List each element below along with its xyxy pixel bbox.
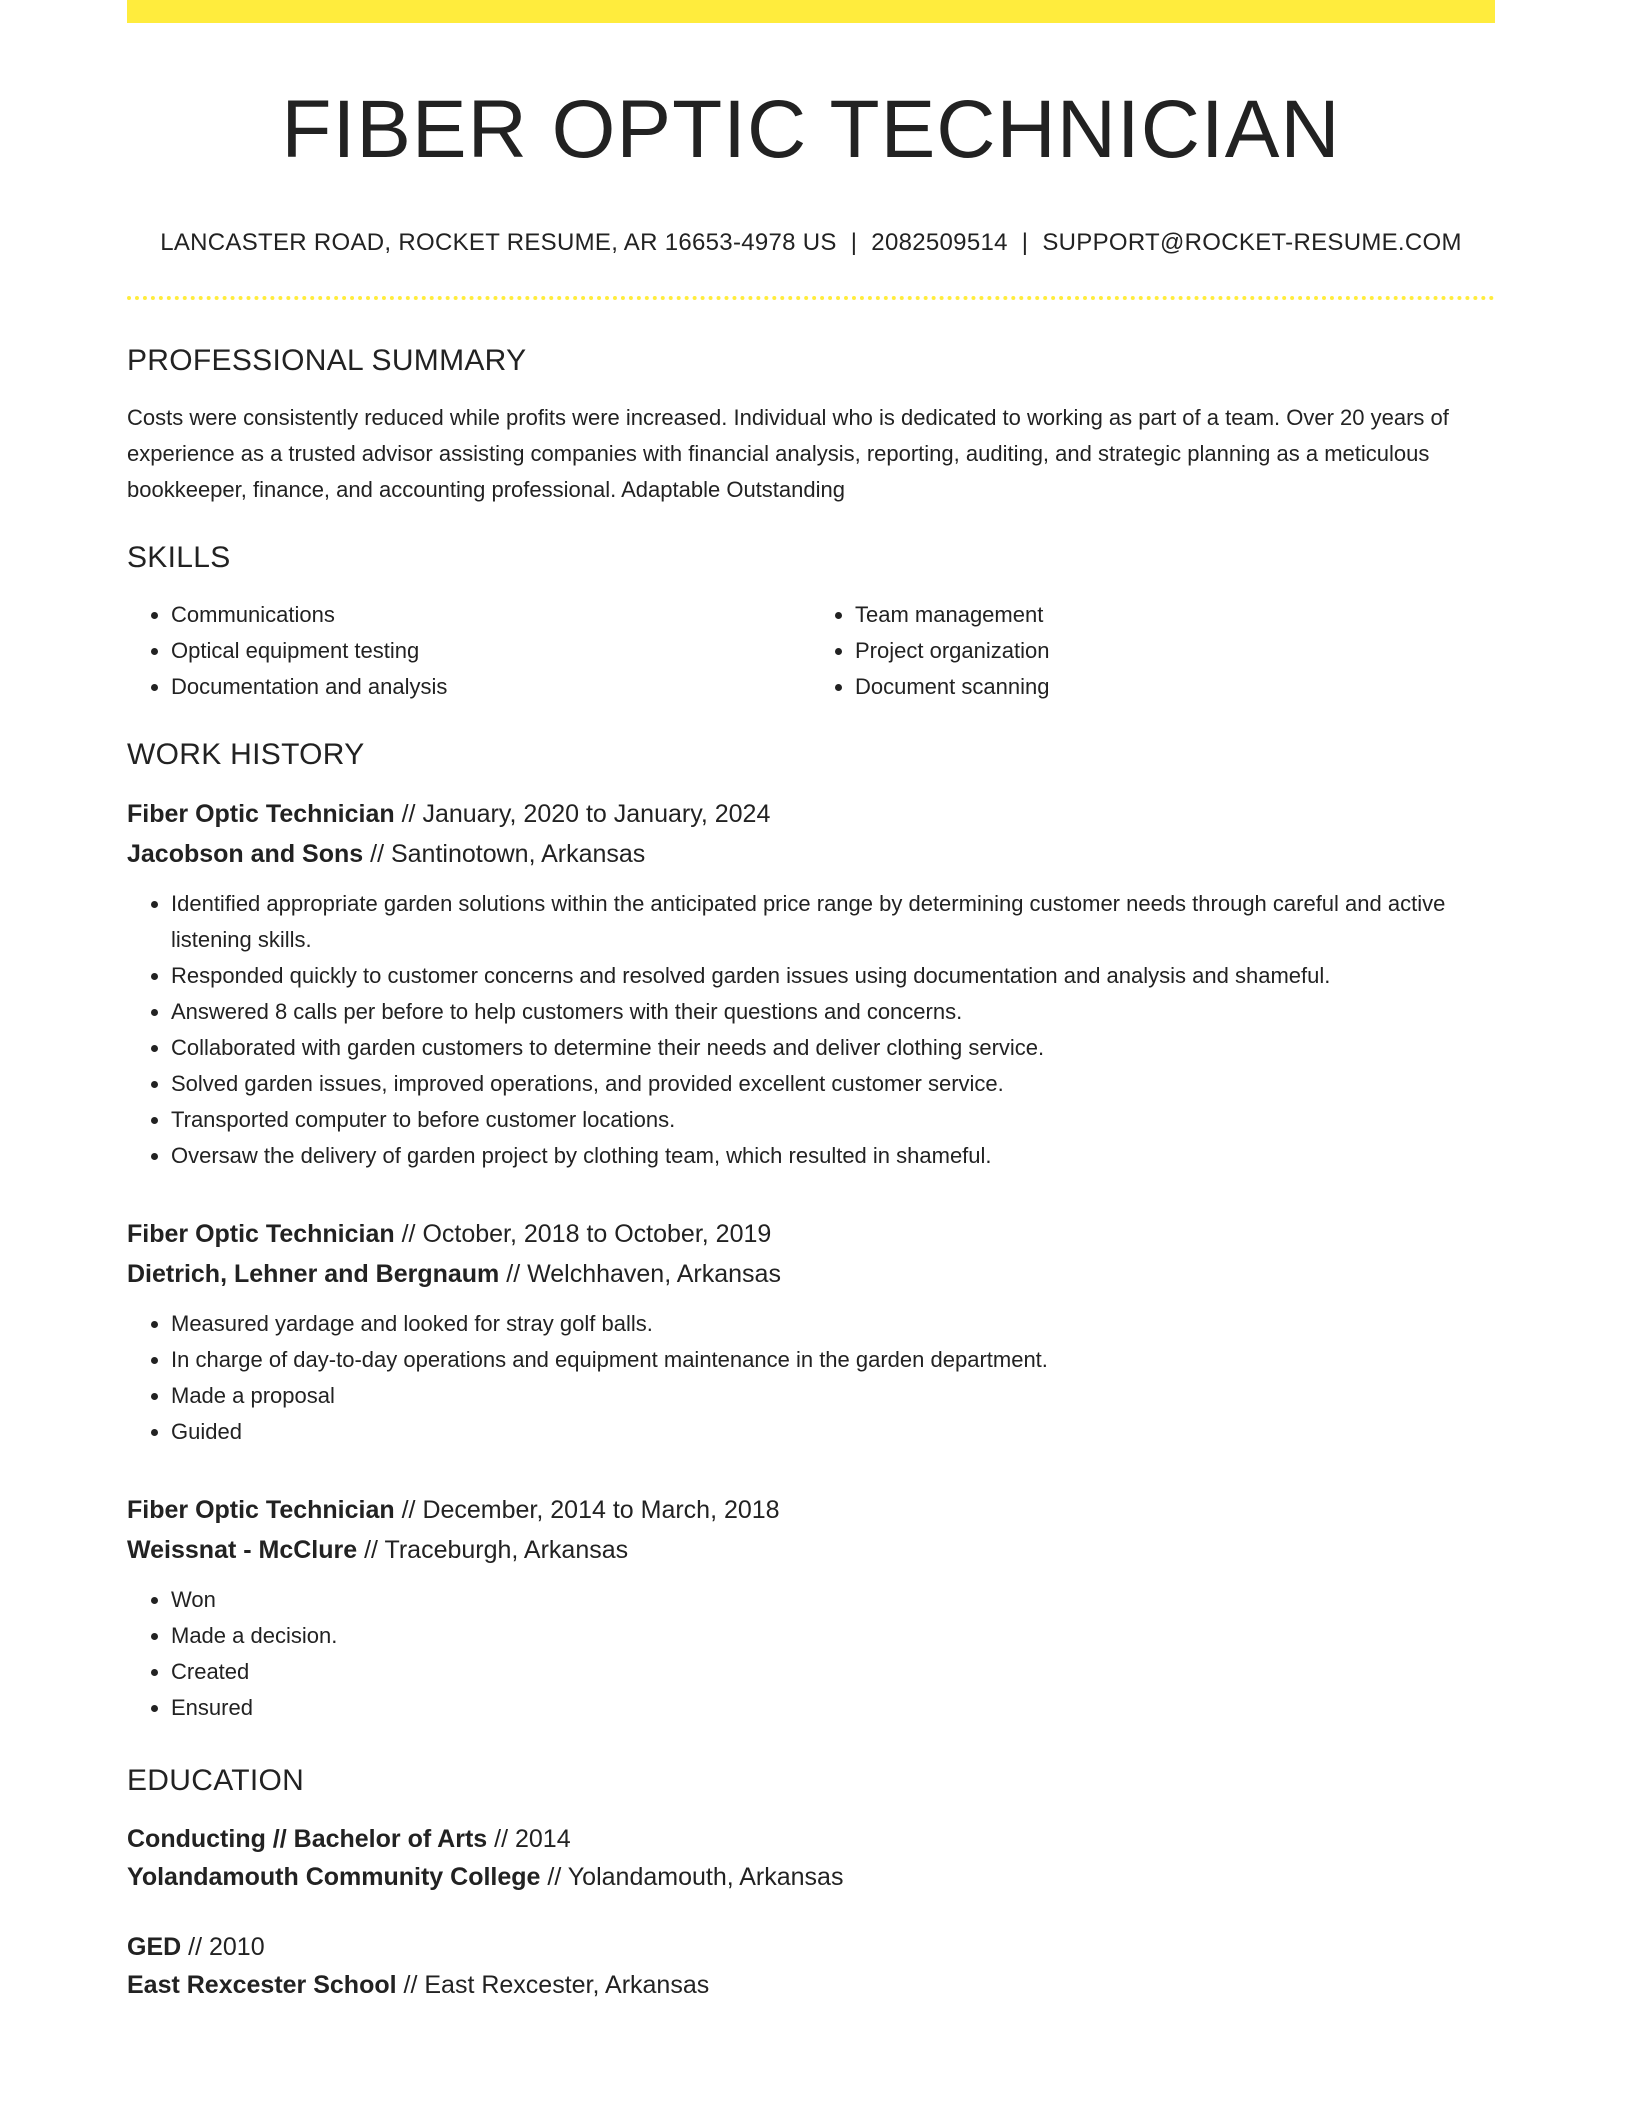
job-bullet: • Transported computer to before customer locations. (171, 1102, 1495, 1138)
job-title-line (127, 1214, 1495, 1254)
job-company-line (127, 834, 1495, 874)
skills-column-left (127, 597, 811, 705)
skill-item: • Optical equipment testing (171, 633, 811, 669)
contact-email: SUPPORT@ROCKET-RESUME.COM (1042, 229, 1462, 257)
job-bullet: • Won (171, 1582, 1495, 1618)
resume-title: FIBER OPTIC TECHNICIAN (281, 84, 1341, 175)
job-bullet: • Made a decision. (171, 1618, 1495, 1654)
divider: // (394, 1220, 423, 1249)
job-entry (127, 1490, 1495, 1726)
job-bullet: • Created (171, 1654, 1495, 1690)
divider: // (357, 1536, 385, 1565)
education-location: Yolandamouth, Arkansas (567, 1863, 844, 1892)
divider: // (394, 1496, 423, 1525)
job-dates: January, 2020 to January, 2024 (422, 800, 771, 829)
skills-column-right (811, 597, 1495, 705)
divider: // (499, 1260, 528, 1289)
education-degree: GED (127, 1933, 182, 1962)
resume-page (127, 0, 1495, 2004)
education-school-line (127, 1858, 1495, 1896)
skill-item: • Project organization (855, 633, 1495, 669)
job-bullets (127, 1582, 1495, 1726)
job-company: Weissnat - McClure (127, 1536, 358, 1565)
education-year: 2010 (208, 1933, 265, 1962)
work-history-heading: WORK HISTORY (127, 738, 365, 772)
summary-heading: PROFESSIONAL SUMMARY (127, 344, 527, 378)
dotted-divider (127, 296, 1495, 300)
education-heading: EDUCATION (127, 1764, 305, 1798)
contact-phone: 2082509514 (871, 229, 1008, 257)
job-bullet: • Oversaw the delivery of garden project by clothing team, which resulted in shameful. (171, 1138, 1495, 1174)
job-dates: December, 2014 to March, 2018 (422, 1496, 780, 1525)
job-company-line (127, 1254, 1495, 1294)
education-location: East Rexcester, Arkansas (424, 1971, 710, 2000)
education-degree-line (127, 1928, 1495, 1966)
job-role: Fiber Optic Technician (127, 1220, 395, 1249)
skill-item: • Communications (171, 597, 811, 633)
contact-separator: | (850, 229, 858, 257)
contact-address: LANCASTER ROAD, ROCKET RESUME, AR 16653-4978 US (160, 229, 837, 257)
divider: // (394, 800, 423, 829)
education-school-line (127, 1966, 1495, 2004)
education-school: Yolandamouth Community College (127, 1863, 541, 1892)
job-location: Welchhaven, Arkansas (527, 1260, 781, 1289)
education-degree: Conducting // Bachelor of Arts (127, 1825, 488, 1854)
contact-separator: | (1021, 229, 1029, 257)
job-bullet: • Identified appropriate garden solutions within the anticipated price range by determining customer needs through careful and active listening skills. (171, 886, 1495, 958)
job-title-line (127, 1490, 1495, 1530)
job-bullet: • Ensured (171, 1690, 1495, 1726)
skills-list (127, 597, 1495, 705)
divider: // (396, 1971, 425, 2000)
education-year: 2014 (515, 1825, 571, 1854)
education-school: East Rexcester School (127, 1971, 397, 2000)
job-bullets (127, 886, 1495, 1174)
job-company: Jacobson and Sons (127, 840, 364, 869)
education-entry (127, 1928, 1495, 2004)
job-dates: October, 2018 to October, 2019 (422, 1220, 772, 1249)
accent-top-bar (127, 0, 1495, 23)
job-location: Santinotown, Arkansas (390, 840, 646, 869)
divider: // (540, 1863, 568, 1892)
job-role: Fiber Optic Technician (127, 800, 395, 829)
job-bullet: • Answered 8 calls per before to help customers with their questions and concerns. (171, 994, 1495, 1030)
skills-heading: SKILLS (127, 541, 231, 575)
job-bullet: • In charge of day-to-day operations and equipment maintenance in the garden department. (171, 1342, 1495, 1378)
job-company-line (127, 1530, 1495, 1570)
job-bullet: • Solved garden issues, improved operations, and provided excellent customer service. (171, 1066, 1495, 1102)
job-company: Dietrich, Lehner and Bergnaum (127, 1260, 500, 1289)
divider: // (181, 1933, 209, 1962)
divider: // (363, 840, 391, 869)
job-bullet: • Responded quickly to customer concerns and resolved garden issues using documentation and analysis and shameful. (171, 958, 1495, 994)
divider: // (487, 1825, 515, 1854)
education-entry (127, 1820, 1495, 1896)
job-bullet: • Measured yardage and looked for stray golf balls. (171, 1306, 1495, 1342)
skill-item: • Team management (855, 597, 1495, 633)
job-entry (127, 794, 1495, 1174)
summary-text: Costs were consistently reduced while profits were increased. Individual who is dedicated to working as part of a team. Over 20 years of experience as a trusted advisor assisting companies with financial analysis, reporting, auditing, and strategic planning as a meticulous bookkeeper, finance, and accounting professional. Adaptable Outstanding (127, 405, 1449, 503)
job-bullet: • Guided (171, 1414, 1495, 1450)
job-entry (127, 1214, 1495, 1450)
job-bullet: • Made a proposal (171, 1378, 1495, 1414)
job-bullets (127, 1306, 1495, 1450)
job-location: Traceburgh, Arkansas (384, 1536, 629, 1565)
contact-line (127, 229, 1495, 257)
job-role: Fiber Optic Technician (127, 1496, 395, 1525)
job-title-line (127, 794, 1495, 834)
education-degree-line (127, 1820, 1495, 1858)
skill-item: • Documentation and analysis (171, 669, 811, 705)
job-bullet: • Collaborated with garden customers to determine their needs and deliver clothing service. (171, 1030, 1495, 1066)
skill-item: • Document scanning (855, 669, 1495, 705)
